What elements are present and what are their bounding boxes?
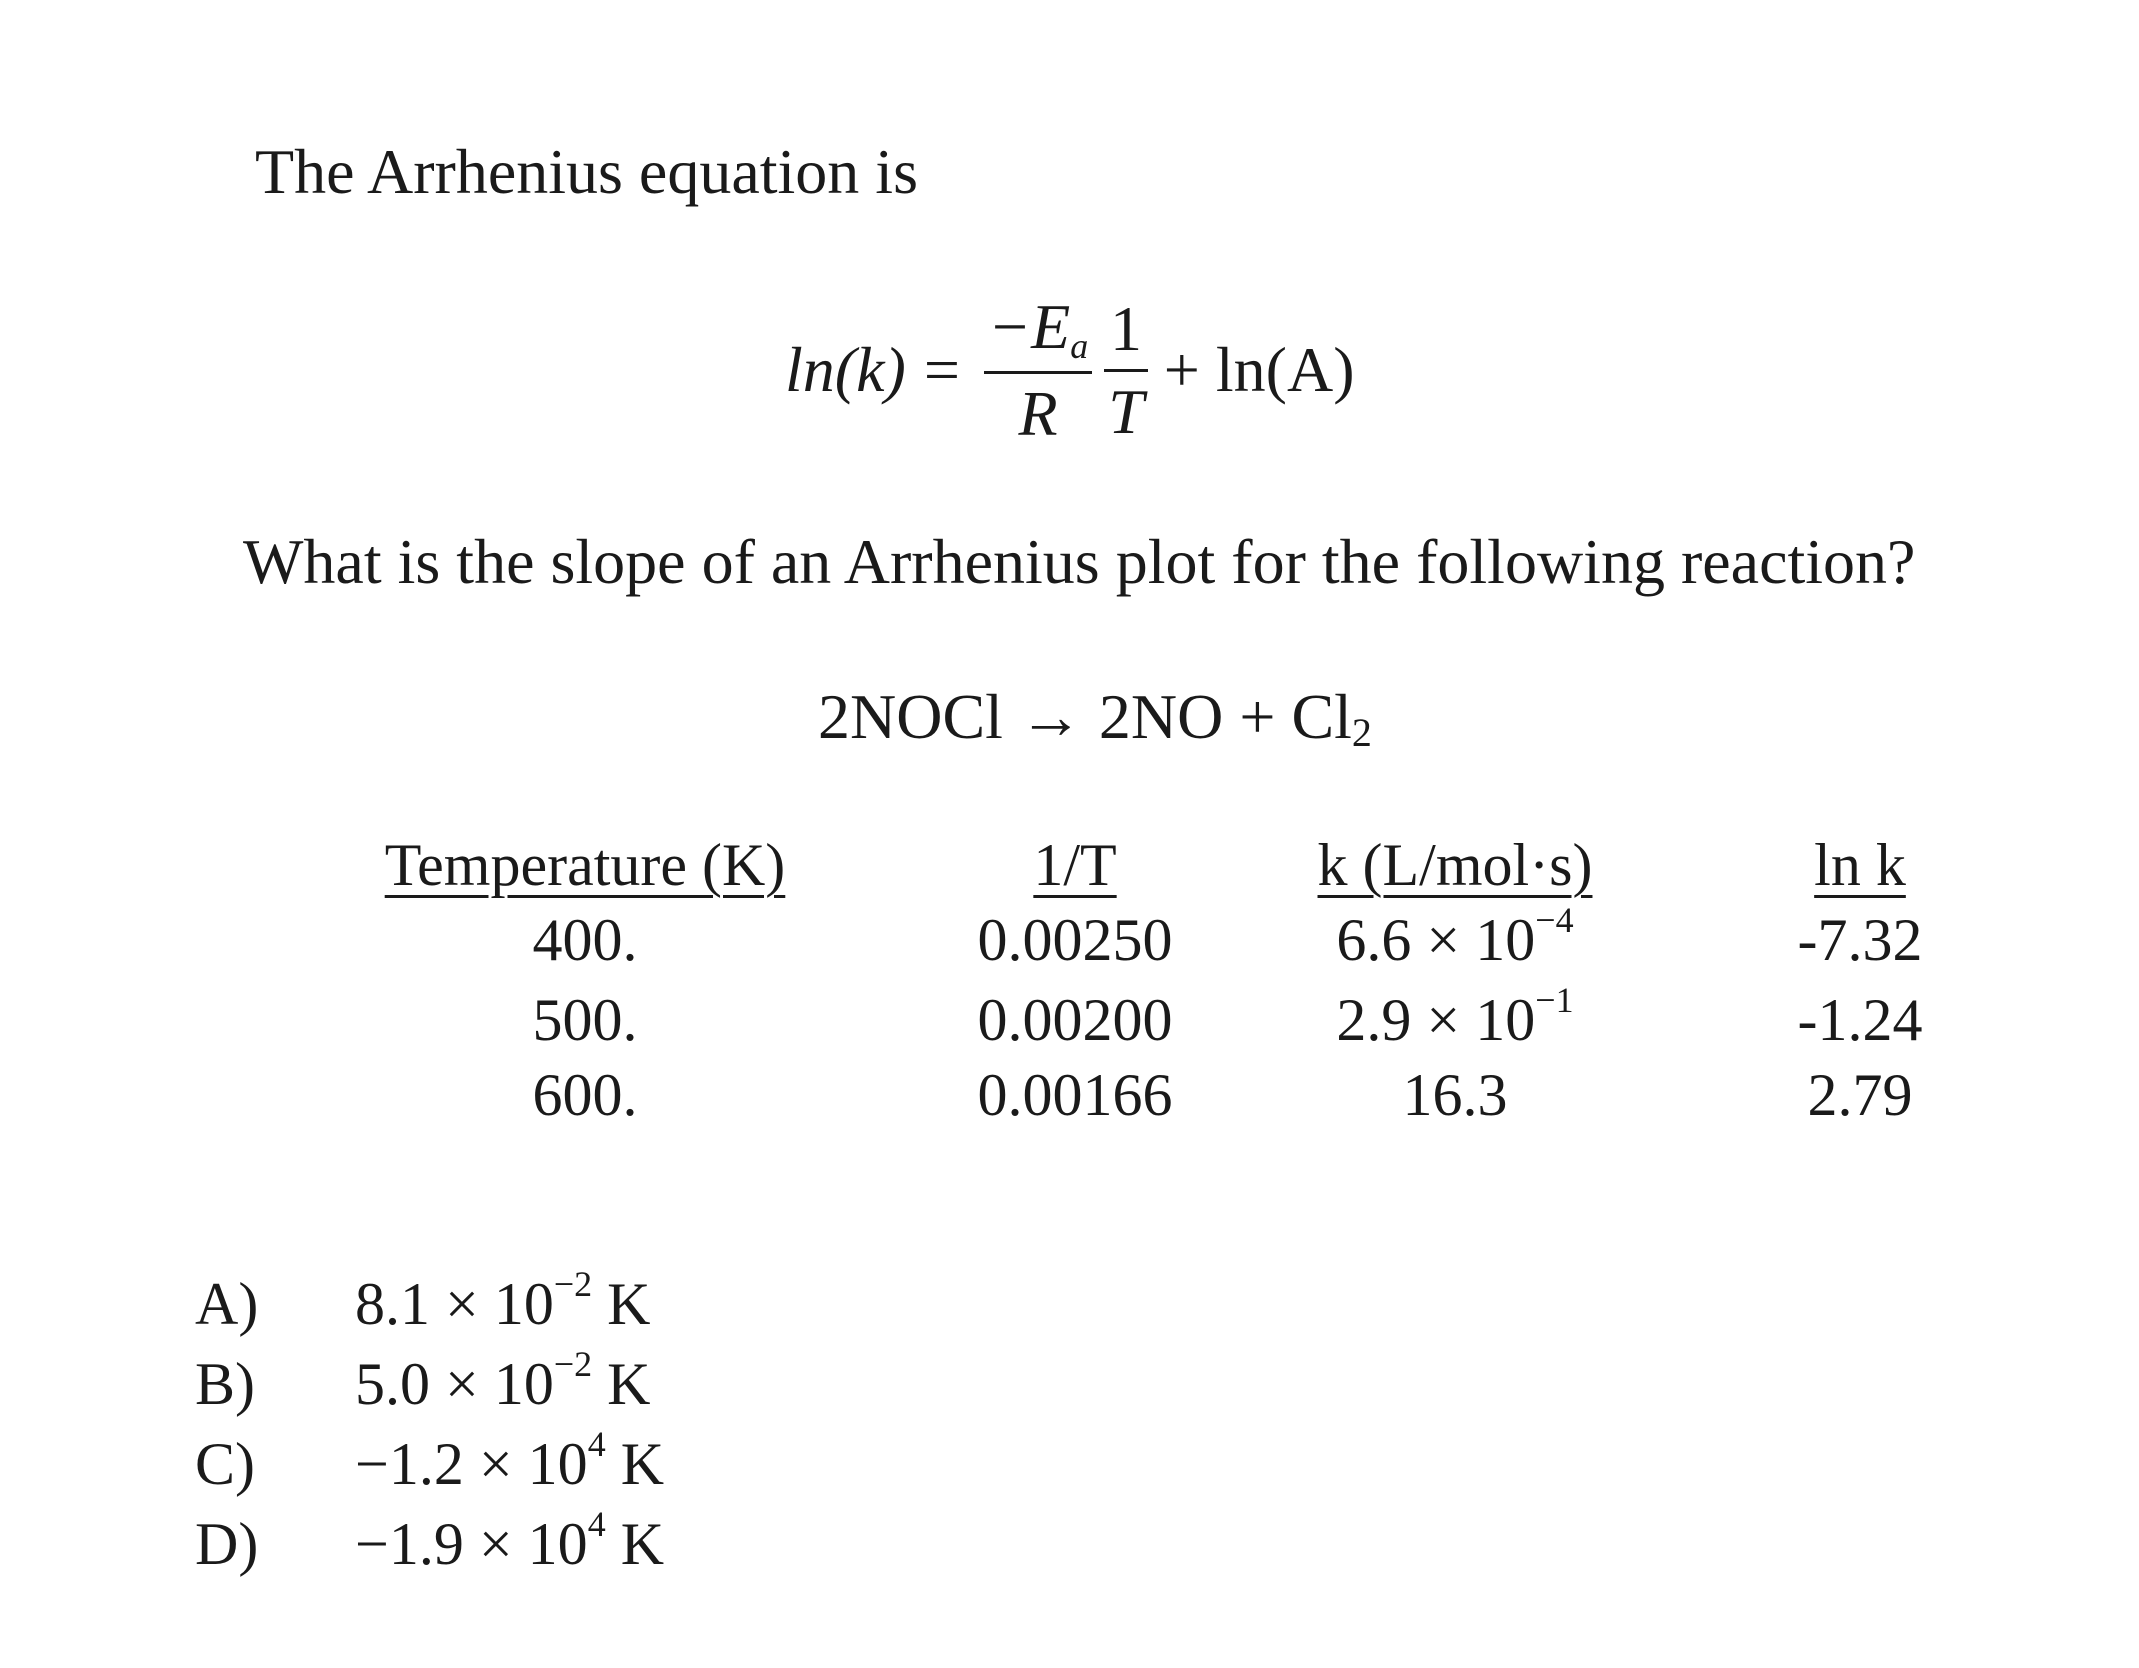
choice-a-text [355, 1264, 651, 1339]
intro-text: The Arrhenius equation is [255, 136, 918, 207]
equation-equals: = [923, 334, 960, 405]
fraction-denominator-t: T [1108, 375, 1144, 447]
table-cell-k [1285, 980, 1625, 1053]
equation-lhs: ln(k) [785, 334, 906, 405]
choice-a-letter: A) [195, 1271, 259, 1337]
table-cell-k [1285, 1062, 1625, 1128]
fraction-ea-over-r [984, 290, 1092, 450]
choice-exponent: −2 [553, 1264, 593, 1304]
choice-exponent: −2 [553, 1344, 593, 1384]
choice-c-text [355, 1424, 665, 1499]
table-cell-ln: -1.24 [1797, 987, 1923, 1053]
choice-d-text [355, 1504, 665, 1579]
table-cell-temp: 600. [532, 1062, 638, 1128]
choice-unit: K [605, 1511, 665, 1577]
choice-exponent: 4 [587, 1424, 606, 1464]
fraction-numerator-ea: −E [987, 290, 1071, 362]
choice-b-text [355, 1344, 651, 1419]
reaction-subscript: 2 [1351, 710, 1372, 755]
choice-base: −1.9 × 10 [355, 1511, 588, 1577]
table-cell-temp: 400. [532, 907, 638, 973]
choice-unit: K [605, 1431, 665, 1497]
subscript-a: a [1070, 325, 1089, 366]
header-temperature: Temperature (K) [384, 832, 786, 898]
table-cell-inv: 0.00166 [977, 1062, 1173, 1128]
choice-unit: K [592, 1271, 651, 1337]
fraction-denominator-r: R [1018, 378, 1058, 450]
reaction-text: 2NOCl → 2NO + Cl [818, 681, 1352, 752]
k-exponent: −4 [1535, 900, 1574, 940]
k-base: 2.9 × 10 [1336, 987, 1536, 1053]
choice-base: −1.2 × 10 [355, 1431, 588, 1497]
question-text: What is the slope of an Arrhenius plot for the following reaction? [243, 526, 1916, 597]
reaction-equation [818, 680, 1372, 756]
choice-base: 5.0 × 10 [355, 1351, 554, 1417]
arrhenius-equation [785, 285, 1355, 455]
fraction-one-over-t [1104, 293, 1148, 447]
table-cell-ln: -7.32 [1797, 907, 1923, 973]
choice-exponent: 4 [587, 1504, 606, 1544]
choice-base: 8.1 × 10 [355, 1271, 554, 1337]
choice-b-letter: B) [195, 1351, 255, 1417]
fraction-bar [1104, 369, 1148, 372]
table-cell-inv: 0.00200 [977, 987, 1173, 1053]
choice-c-letter: C) [195, 1431, 255, 1497]
k-base: 16.3 [1402, 1062, 1508, 1128]
header-inverse-t: 1/T [1033, 832, 1117, 898]
choice-d-letter: D) [195, 1511, 259, 1577]
k-exponent: −1 [1535, 980, 1574, 1020]
equation-rhs: + ln(A) [1163, 334, 1355, 405]
table-cell-ln: 2.79 [1807, 1062, 1913, 1128]
table-cell-k [1285, 900, 1625, 973]
choice-unit: K [592, 1351, 651, 1417]
header-ln-k: ln k [1814, 832, 1906, 898]
table-cell-inv: 0.00250 [977, 907, 1173, 973]
k-base: 6.6 × 10 [1336, 907, 1536, 973]
table-cell-temp: 500. [532, 987, 638, 1053]
fraction-bar [984, 371, 1092, 374]
fraction-numerator-one: 1 [1109, 293, 1142, 365]
header-rate-constant: k (L/mol·s) [1317, 832, 1593, 898]
